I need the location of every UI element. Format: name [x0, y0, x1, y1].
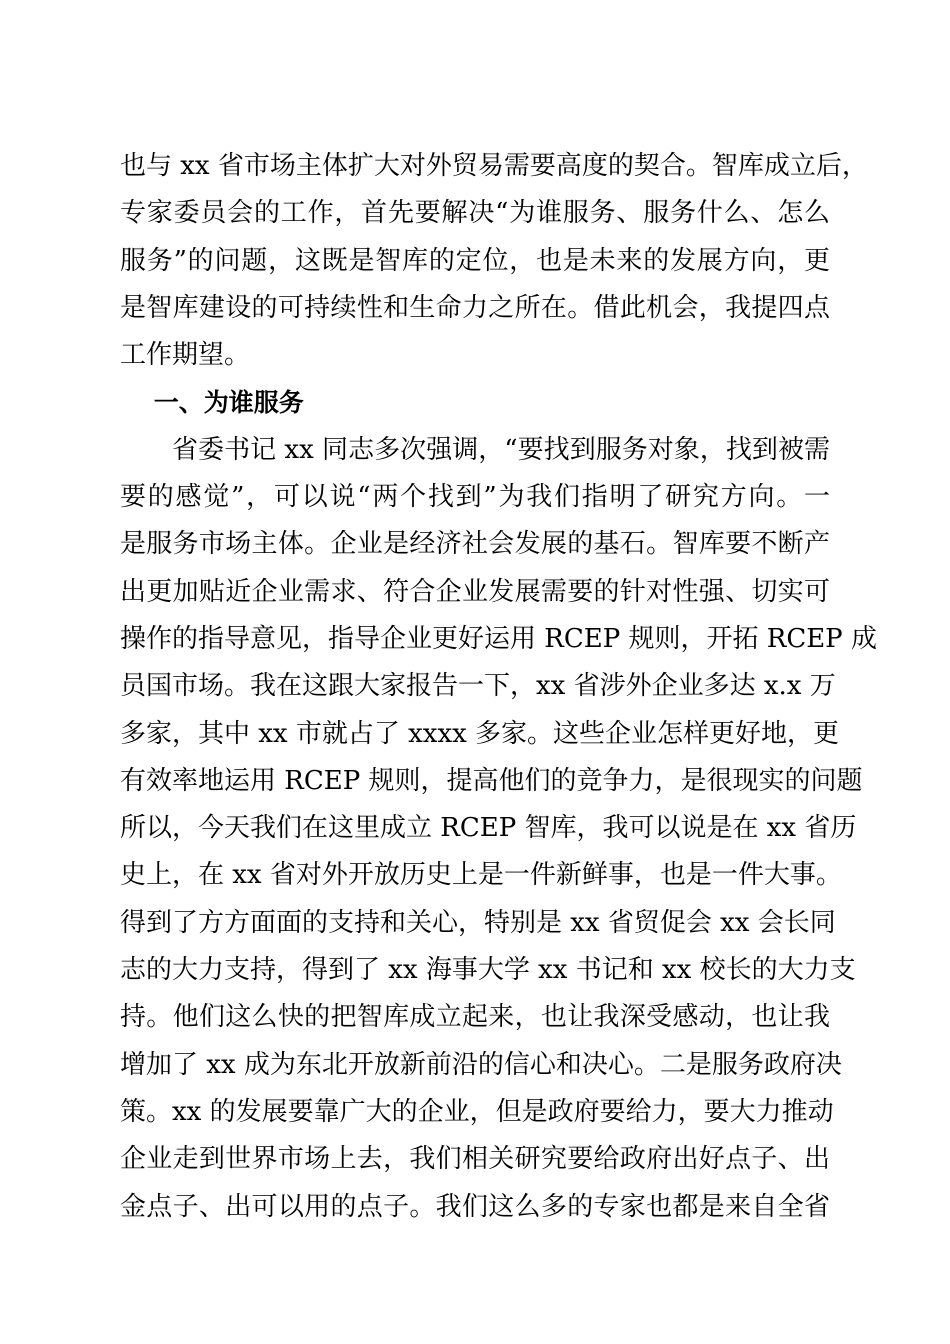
text-line: 员国市场。我在这跟大家报告一下，xx 省涉外企业多达 x.x 万: [120, 671, 836, 702]
text-line: 所以，今天我们在这里成立 RCEP 智库，我可以说是在 xx 省历: [120, 813, 857, 844]
text-line: 金点子、出可以用的点子。我们这么多的专家也都是来自全省: [120, 1191, 830, 1222]
text-line: 多家，其中 xx 市就占了 xxxx 多家。这些企业怎样更好地，更: [120, 718, 840, 749]
text-line: 企业走到世界市场上去，我们相关研究要给政府出好点子、出: [120, 1144, 830, 1175]
text-line: 持。他们这么快的把智库成立起来，也让我深受感动，也让我: [120, 1002, 830, 1033]
text-line: 增加了 xx 成为东北开放新前沿的信心和决心。二是服务政府决: [120, 1049, 842, 1080]
text-line: 操作的指导意见，指导企业更好运用 RCEP 规则，开拓 RCEP 成: [120, 623, 877, 654]
text-line: 是服务市场主体。企业是经济社会发展的基石。智库要不断产: [120, 529, 830, 560]
text-line: 也与 xx 省市场主体扩大对外贸易需要高度的契合。智库成立后，: [120, 151, 868, 181]
text-line: 出更加贴近企业需求、符合企业发展需要的针对性强、切实可: [120, 576, 830, 607]
text-line: 策。xx 的发展要靠广大的企业，但是政府要给力，要大力推动: [120, 1096, 834, 1127]
text-line: 省委书记 xx 同志多次强调，“要找到服务对象，找到被需: [172, 434, 830, 465]
text-line: 服务”的问题，这既是智库的定位，也是未来的发展方向，更: [120, 245, 830, 276]
text-line: 志的大力支持，得到了 xx 海事大学 xx 书记和 xx 校长的大力支: [120, 955, 856, 986]
section-heading: 一、为谁服务: [153, 388, 304, 418]
text-line: 专家委员会的工作，首先要解决“为谁服务、服务什么、怎么: [120, 198, 830, 229]
text-line: 得到了方方面面的支持和关心，特别是 xx 省贸促会 xx 会长同: [120, 907, 836, 938]
text-line: 工作期望。: [120, 340, 251, 371]
text-line: 是智库建设的可持续性和生命力之所在。借此机会，我提四点: [120, 292, 830, 323]
text-line: 有效率地运用 RCEP 规则，提高他们的竞争力，是很现实的问题: [120, 765, 863, 796]
text-line: 史上，在 xx 省对外开放历史上是一件新鲜事，也是一件大事。: [120, 860, 842, 891]
body-paragraph: [120, 427, 877, 1231]
text-line: 要的感觉”，可以说“两个找到”为我们指明了研究方向。一: [120, 482, 830, 513]
intro-paragraph: [120, 143, 868, 379]
document-body: [120, 143, 877, 1231]
